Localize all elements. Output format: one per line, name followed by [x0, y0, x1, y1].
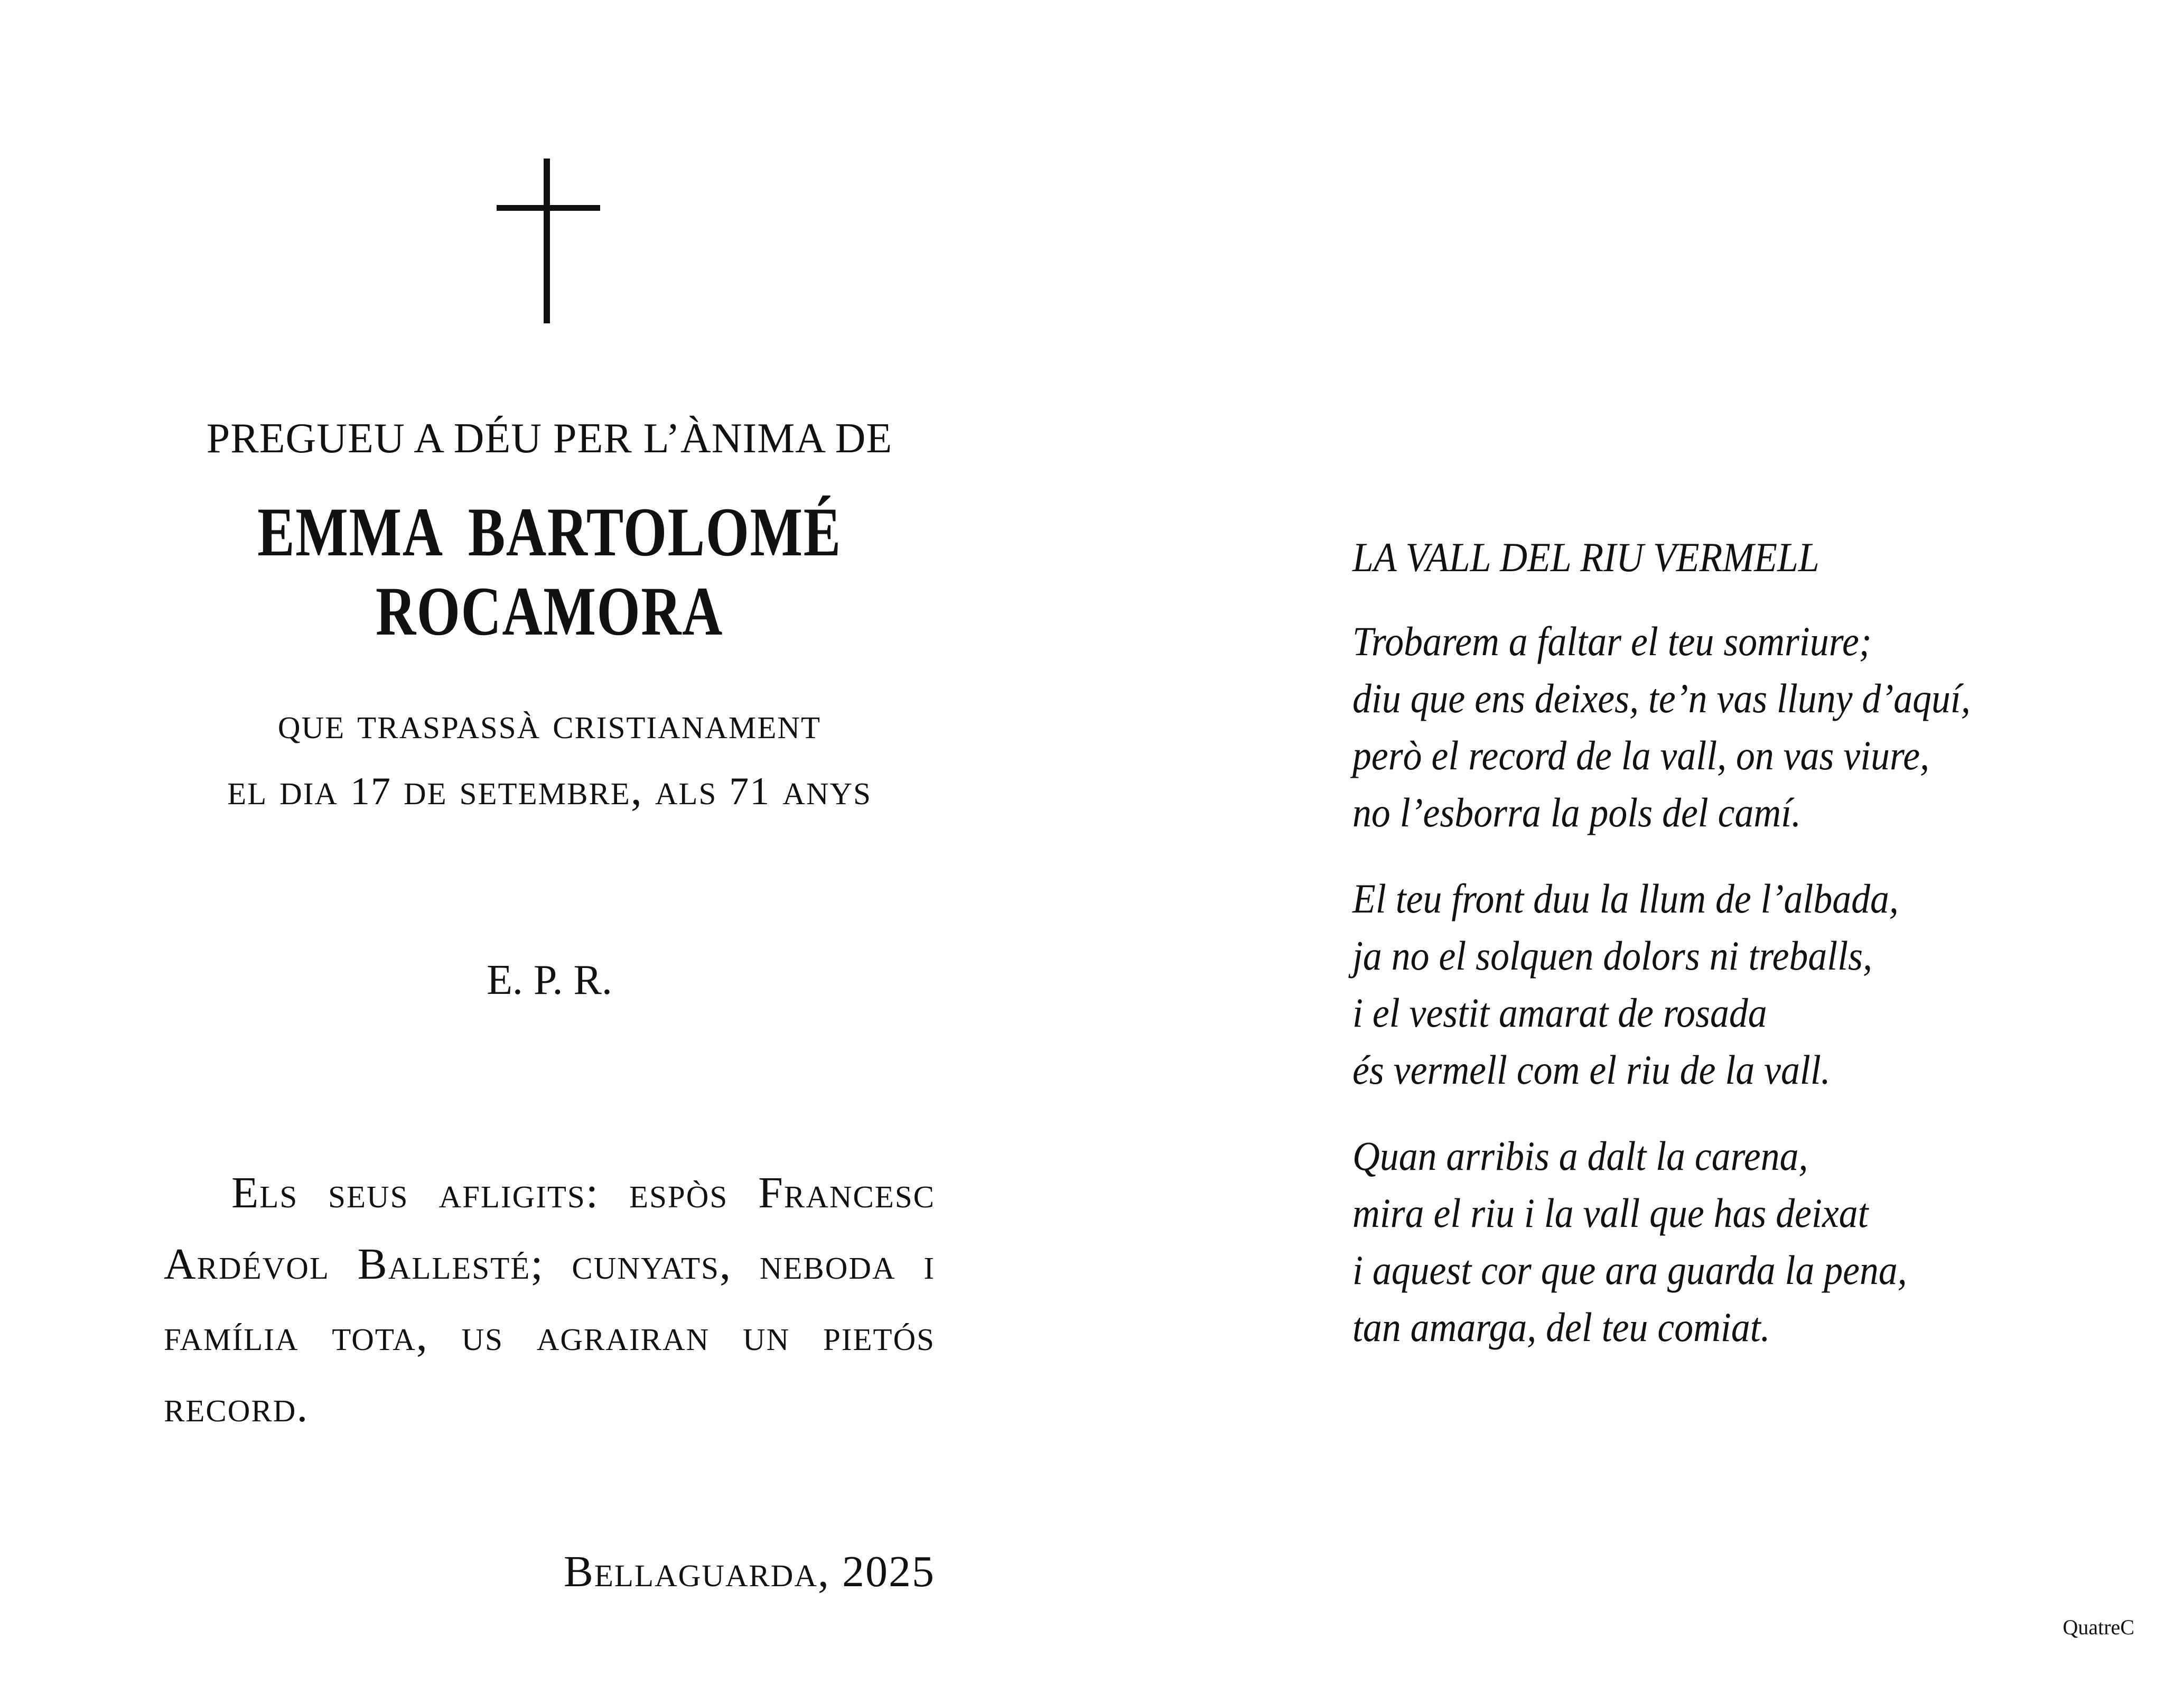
passed-text-2c: anys: [770, 765, 872, 814]
poem-line: no l’esborra la pols del camí.: [1352, 789, 1802, 835]
poem-title: LA VALL DEL RIU VERMELL: [1352, 534, 1819, 580]
age: 71: [729, 770, 771, 813]
poem-line: però el record de la vall, on vas viure,: [1352, 732, 1930, 778]
passed-text-2b: de setembre, als: [391, 765, 730, 814]
poem-stanza: [1352, 870, 1984, 1098]
poem-line: diu que ens deixes, te’n vas lluny d’aquí,: [1352, 675, 1971, 721]
year: 2025: [842, 1547, 935, 1596]
prayer-heading: PREGUEU A DÉU PER L’ÀNIMA DE: [206, 415, 893, 462]
passed-line-2: [164, 764, 935, 818]
poem-line: és vermell com el riu de la vall.: [1352, 1047, 1831, 1093]
poem-line: mira el riu i la vall que has deixat: [1352, 1190, 1869, 1236]
epr-text: E. P. R.: [487, 957, 612, 1003]
place: Bellaguarda,: [563, 1547, 830, 1596]
poem-line: i el vestit amarat de rosada: [1352, 990, 1767, 1036]
place-and-year: [164, 1546, 935, 1598]
poem-line: ja no el solquen dolors ni treballs,: [1352, 933, 1873, 979]
cross-icon: [497, 159, 602, 323]
poem: [1352, 531, 1984, 1385]
poem-line: El teu front duu la llum de l’albada,: [1352, 876, 1899, 921]
poem-stanza: [1352, 613, 1984, 841]
poem-line: Quan arribis a dalt la carena,: [1352, 1133, 1808, 1179]
poem-line: Trobarem a faltar el teu somriure;: [1352, 618, 1872, 664]
passed-text-2a: el dia: [227, 765, 351, 814]
death-day: 17: [350, 770, 392, 813]
deceased-name: EMMA BARTOLOMÉ ROCAMORA: [257, 493, 842, 650]
printer-imprint: QuatreC: [2062, 1615, 2134, 1639]
poem-line: i aquest cor que ara guarda la pena,: [1352, 1247, 1907, 1293]
poem-stanza: [1352, 1128, 1984, 1356]
poem-line: tan amarga, del teu comiat.: [1352, 1304, 1770, 1350]
passed-line-1: [164, 697, 935, 750]
mourners-paragraph: Els seus afligits: espòs Francesc Ardévol Ballesté; cunyats, neboda i família tota, us agrairan un pietós record.: [164, 1168, 935, 1431]
passed-text-1: que traspassà cristianament: [277, 699, 822, 748]
